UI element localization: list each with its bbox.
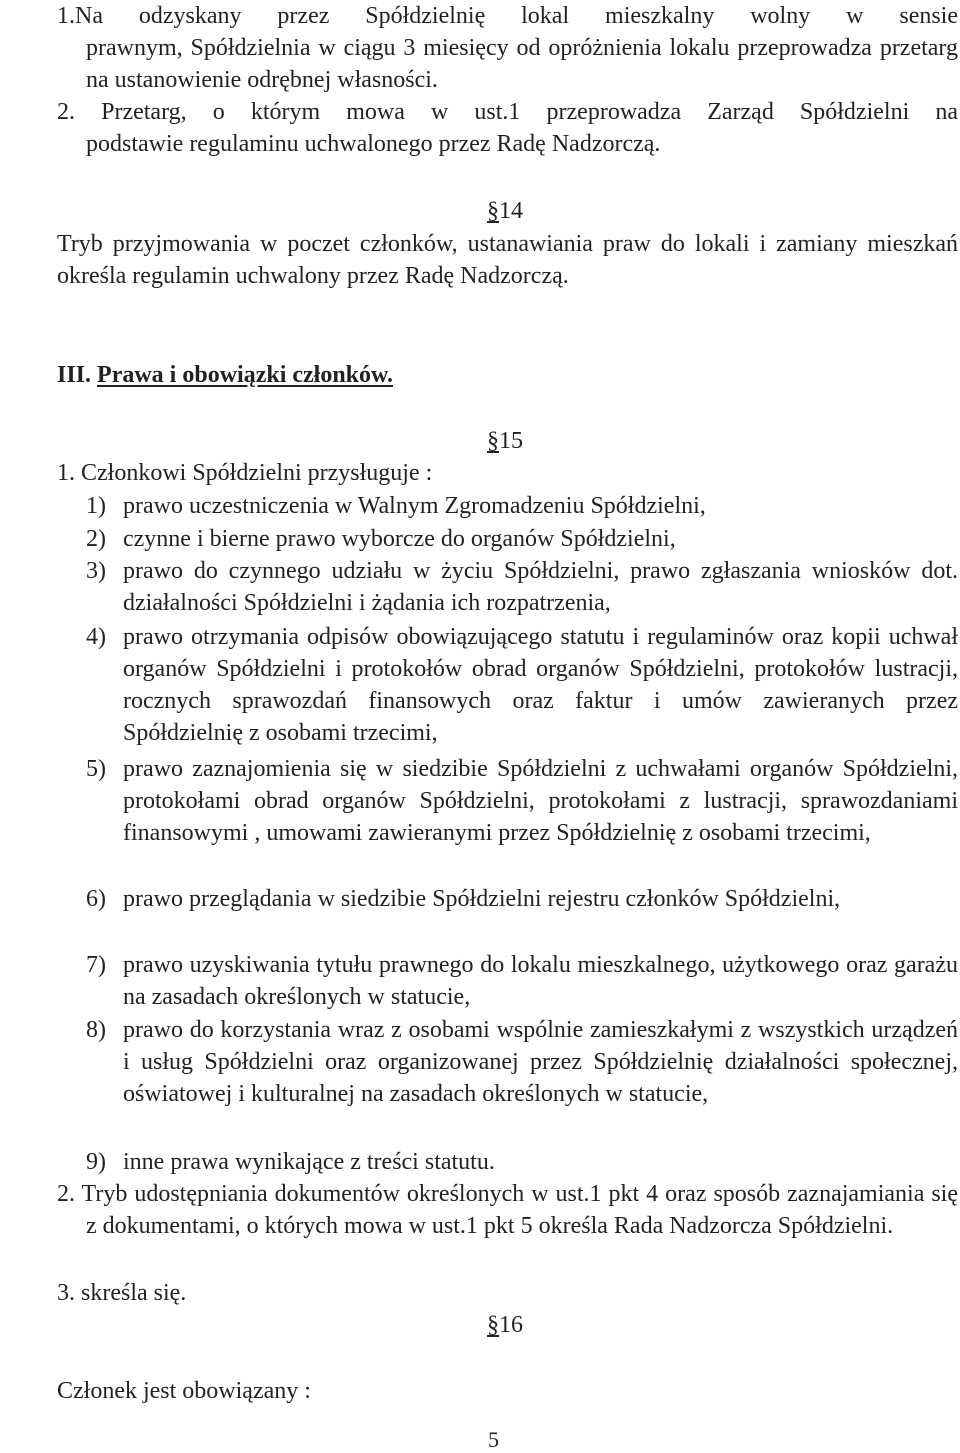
- section-symbol: §: [487, 198, 499, 224]
- section-number: 16: [499, 1312, 523, 1338]
- list-item-number: 2): [86, 526, 106, 552]
- list-item-text: prawo przeglądania w siedzibie Spółdzielni rejestru członków Spółdzielni,: [123, 886, 841, 912]
- paragraph-1-rest: prawnym, Spółdzielnia w ciągu 3 miesięcy od opróżnienia lokalu przeprowadza przetarg na ustanowienie odrębnej własności.: [86, 35, 958, 93]
- page-number: 5: [488, 1427, 499, 1452]
- list-item-number: 7): [86, 952, 106, 978]
- section-symbol: §: [487, 428, 499, 454]
- list-item-text: prawo do korzystania wraz z osobami wspólnie zamieszkałymi z wszystkich urządzeń i usług Spółdzielni oraz organizowanej przez Spółdzielnię działalności społecznej, oświatowej i kulturalnej na zasadach określonych w statucie,: [123, 1017, 958, 1107]
- paragraph-1-line-1: 1.Na odzyskany przez Spółdzielnię lokal mieszkalny wolny w sensie: [57, 3, 958, 29]
- paragraph-2-rest: podstawie regulaminu uchwalonego przez Radę Nadzorczą.: [86, 131, 661, 157]
- section-15-intro: 1. Członkowi Spółdzielni przysługuje :: [57, 460, 433, 486]
- list-item-number: 1): [86, 493, 106, 519]
- section-number: 15: [499, 428, 523, 454]
- list-item-text: prawo uzyskiwania tytułu prawnego do lokalu mieszkalnego, użytkowego oraz garażu na zasadach określonych w statucie,: [123, 952, 958, 1010]
- paragraph-2-line-1: 2. Przetarg, o którym mowa w ust.1 przeprowadza Zarząd Spółdzielni na: [57, 99, 958, 125]
- section-number: 14: [499, 198, 523, 224]
- chapter-heading: [57, 359, 393, 391]
- section-16-intro: Członek jest obowiązany :: [57, 1378, 311, 1404]
- list-item-number: 8): [86, 1017, 106, 1043]
- list-item-number: 3): [86, 558, 106, 584]
- section-15-heading: [487, 425, 523, 457]
- list-item-number: 5): [86, 756, 106, 782]
- list-item-number: 6): [86, 886, 106, 912]
- section-14-text: Tryb przyjmowania w poczet członków, ustanawiania praw do lokali i zamiany mieszkań określa regulamin uchwalony przez Radę Nadzorczą.: [57, 231, 958, 289]
- list-item-text: prawo zaznajomienia się w siedzibie Spółdzielni z uchwałami organów Spółdzielni, protokołami obrad organów Spółdzielni, protokołami z lustracji, sprawozdaniami finansowymi , umowami zawieranymi przez Spółdzielnię z osobami trzecimi,: [123, 756, 958, 846]
- list-item-text: czynne i bierne prawo wyborcze do organów Spółdzielni,: [123, 526, 676, 552]
- section-15-point-3: 3. skreśla się.: [57, 1280, 187, 1306]
- list-item-text: prawo uczestniczenia w Walnym Zgromadzeniu Spółdzielni,: [123, 493, 706, 519]
- section-16-heading: [487, 1309, 523, 1341]
- section-14-heading: [487, 195, 523, 227]
- list-item-text: prawo do czynnego udziału w życiu Spółdzielni, prawo zgłaszania wniosków dot. działalności Spółdzielni i żądania ich rozpatrzenia,: [123, 558, 958, 616]
- list-item-text: prawo otrzymania odpisów obowiązującego statutu i regulaminów oraz kopii uchwał organów Spółdzielni i protokołów obrad organów Spółdzielni, protokołów lustracji, rocznych sprawozdań finansowych oraz faktur i umów zawieranych przez Spółdzielnię z osobami trzecimi,: [123, 624, 958, 746]
- list-item-number: 9): [86, 1149, 106, 1175]
- chapter-title: Prawa i obowiązki członków.: [97, 362, 394, 388]
- list-item-number: 4): [86, 624, 106, 650]
- section-symbol: §: [487, 1312, 499, 1338]
- list-item-text: inne prawa wynikające z treści statutu.: [123, 1149, 495, 1175]
- chapter-roman: III.: [57, 362, 92, 388]
- section-15-point-2: 2. Tryb udostępniania dokumentów określonych w ust.1 pkt 4 oraz sposób zaznajamiania się z dokumentami, o których mowa w ust.1 pkt 5 określa Rada Nadzorcza Spółdzielni.: [57, 1181, 958, 1239]
